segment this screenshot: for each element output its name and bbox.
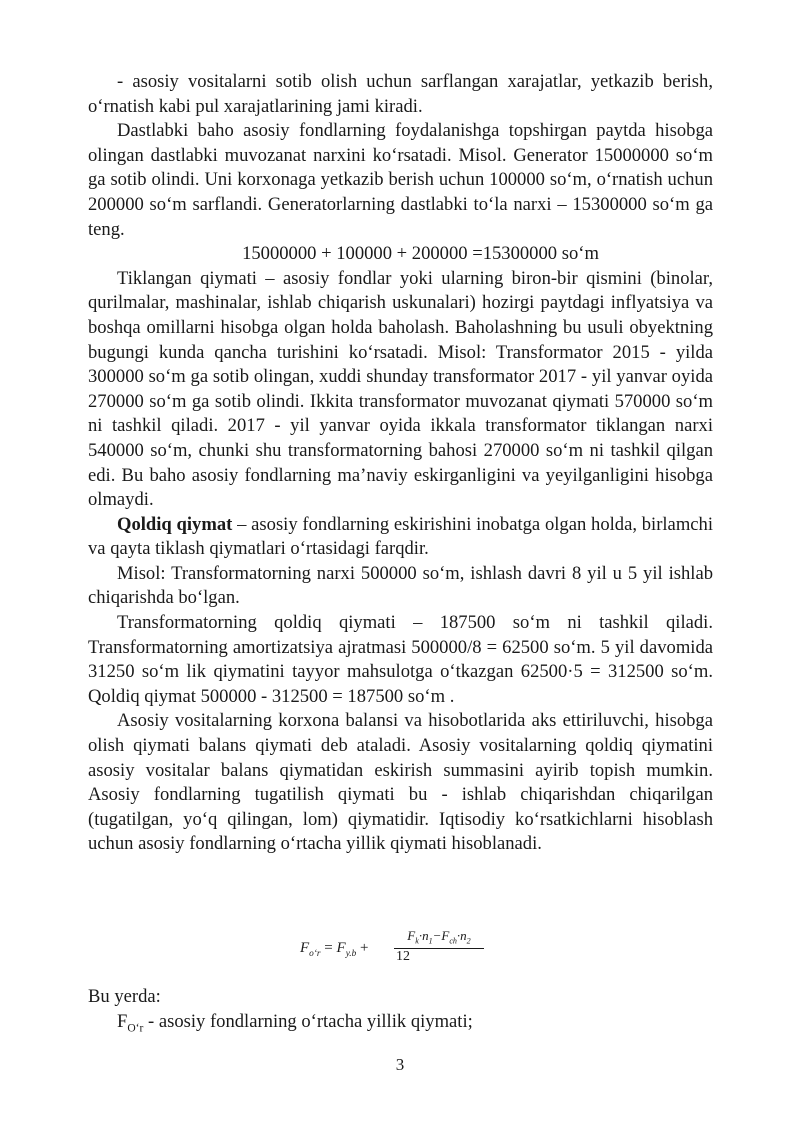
paragraph-3: Tiklangan qiymati – asosiy fondlar yoki ularning biron-bir qismini (binolar, qurilmalar, mashinalar, ishlab chiqarish uskunalari) hozirgi paytdagi inflyatsiya va boshqa omillarni hisobga olgan holda baholash. Baholashning bu usuli obyektning bugungi kunda qancha turishini ko‘rsatadi. Misol: Transformator 2015 - yilda 300000 so‘m ga sotib olingan, xuddi shunday transformator 2017 - yil yanvar oyida 270000 so‘m ga sotib olindi. Ikkita transformator muvozanat qiymati 570000 so‘m ni tashkil qiladi. 2017 - yil yanvar oyida ikkala transformator tiklangan narxi 540000 so‘m, chunki shu transformatorning bahosi 270000 so‘m ni tashkil qilgan edi. Bu baho asosiy fondlarning ma’naviy eskirganligini va yeyilganligini hisobga olmaydi. — [88, 267, 713, 511]
formula-numerator — [394, 928, 484, 949]
num-k: k — [415, 936, 419, 946]
num-minus-f: −F — [432, 928, 450, 943]
average-value-formula — [300, 928, 500, 972]
num-f: F — [407, 928, 416, 943]
formula-denominator: 12 — [396, 948, 410, 964]
document-body — [88, 70, 713, 857]
term-qoldiq-qiymat: Qoldiq qiymat — [117, 513, 233, 535]
paragraph-4-text: – asosiy fondlarning eskirishini inobatga olgan holda, birlamchi va qayta tiklash qiymatlari o‘rtasidagi farqdir. — [88, 513, 713, 560]
formula-lhs-sub: o‘r — [309, 949, 321, 959]
paragraph-7: Asosiy vositalarning korxona balansi va hisobotlarida aks ettiriluvchi, hisobga olish qiymati balans qiymati deb ataladi. Asosiy vositalarning qoldiq qiymatini asosiy vositalar balans qiymatidan eskirish summasini ayirib topish mumkin. Asosiy fondlarning tugatilish qiymati bu ‐ ishlab chiqarishdan chiqarilgan (tugatilgan, yo‘q qilingan, lom) qiymatidir. Iqtisodiy ko‘rsatkichlarni hisoblash uchun asosiy fondlarning o‘rtacha yillik qiymati hisoblanadi. — [88, 710, 713, 855]
paragraph-6: Transformatorning qoldiq qiymati – 187500 so‘m ni tashkil qiladi. Transformatorning amortizatsiya ajratmasi 500000/8 = 62500 so‘m. 5 yil davomida 31250 so‘m lik qiymatini tayyor mahsulotga o‘tkazgan 62500·5 = 312500 so‘m. Qoldiq qiymat 500000 ‐ 312500 = 187500 so‘m . — [88, 612, 713, 707]
formula-rhs-symbol: F — [336, 940, 346, 956]
formula-equals: = — [324, 940, 333, 956]
num-2: 2 — [466, 936, 471, 946]
num-n2: ·n — [456, 928, 467, 943]
definition-text: ‐ asosiy fondlarning o‘rtacha yillik qiymati; — [143, 1010, 473, 1032]
definitions — [88, 985, 713, 1041]
bu-yerda-label: Bu yerda: — [88, 986, 161, 1007]
num-n1: ·n — [418, 928, 429, 943]
equation-line: 15000000 + 100000 + 200000 =15300000 so‘m — [242, 243, 599, 265]
definition-sub: O‘r — [127, 1022, 144, 1035]
paragraph-5: Misol: Transformatorning narxi 500000 so‘m, ishlash davri 8 yil u 5 yil ishlab chiqarishda bo‘lgan. — [88, 562, 713, 609]
definition-symbol: F — [117, 1010, 128, 1032]
paragraph-4 — [88, 513, 713, 562]
paragraph-1: ‐ asosiy vositalarni sotib olish uchun sarflangan xarajatlar, yetkazib berish, o‘rnatish kabi pul xarajatlarining jami kiradi. — [88, 71, 713, 117]
num-ch: ch — [449, 936, 457, 946]
formula-lhs — [300, 940, 369, 959]
formula-rhs-sub: y.b — [345, 949, 357, 959]
num-1: 1 — [428, 936, 433, 946]
definition-f-or — [88, 1010, 713, 1041]
page-number: 3 — [395, 1055, 405, 1074]
paragraph-2: Dastlabki baho asosiy fondlarning foydalanishga topshirgan paytda hisobga olingan dastlabki muvozanat narxini ko‘rsatadi. Misol. Generator 15000000 so‘m ga sotib olindi. Uni korxonaga yetkazib berish uchun 100000 so‘m, o‘rnatish uchun 200000 so‘m sarflandi. Generatorlarning dastlabki to‘la narxi – 15300000 so‘m ga teng. — [88, 120, 713, 240]
formula-lhs-symbol: F — [300, 940, 310, 956]
formula-plus: + — [360, 940, 369, 956]
formula-fraction — [394, 928, 484, 965]
